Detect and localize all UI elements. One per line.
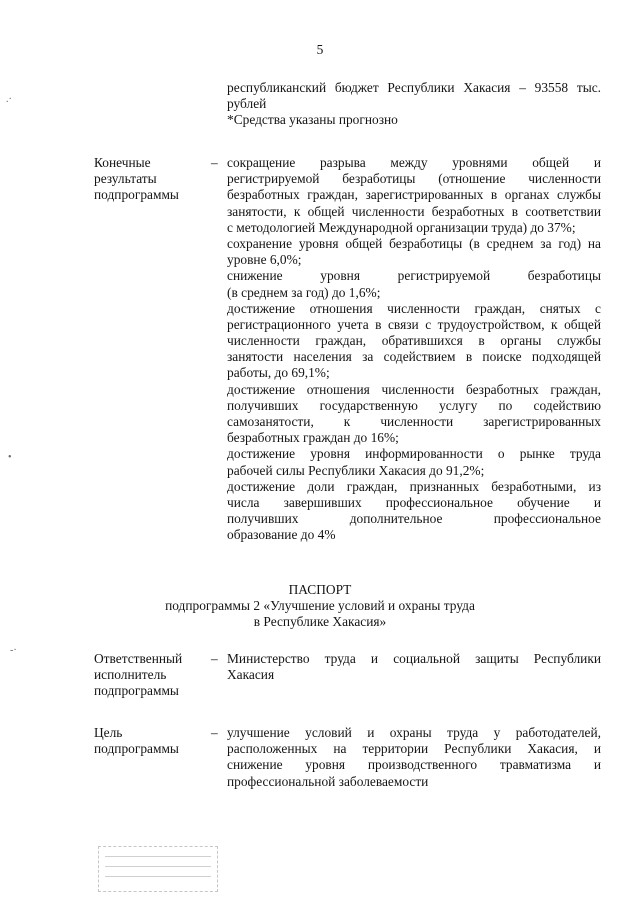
goal-line: профессиональной заболеваемости: [227, 773, 429, 789]
goal-line: снижение уровня производственного травматизма и: [227, 757, 601, 773]
label-line: исполнитель: [94, 667, 167, 683]
results-line: достижение уровня информированности о рынке труда: [227, 446, 601, 462]
budget-line: рублей: [227, 96, 267, 112]
goal-line: улучшение условий и охраны труда у работодателей,: [227, 725, 601, 740]
margin-mark: -·: [10, 645, 17, 656]
page-number: 5: [316, 42, 324, 57]
passport-title: ПАСПОРТ: [288, 582, 352, 597]
budget-block: [227, 80, 601, 129]
results-line: занятости населения за содействием в поиске подходящей: [227, 349, 601, 365]
results-content: [227, 155, 601, 544]
results-line: с методологией Международной организации труда) до 37%;: [227, 219, 576, 235]
results-line: образование до 4%: [227, 527, 336, 543]
label-line: подпрограммы: [94, 683, 179, 699]
results-line: сохранение уровня общей безработицы (в среднем за год) на: [227, 235, 601, 251]
margin-mark: .·: [6, 94, 12, 105]
results-line: рабочей силы Республики Хакасия до 91,2%;: [227, 462, 485, 478]
goal-content: [227, 725, 601, 790]
results-line: получивших государственную услугу по содействию: [227, 397, 601, 413]
results-line: получивших дополнительное профессиональное: [227, 511, 601, 527]
results-line: снижение уровня регистрируемой безработицы: [227, 268, 601, 284]
dash: –: [211, 155, 218, 170]
label-line: подпрограммы: [94, 741, 179, 757]
goal-label: [94, 725, 204, 757]
responsible-line: Министерство труда и социальной защиты Республики: [227, 651, 601, 666]
results-line: самозанятости, к численности зарегистрированных: [227, 414, 601, 429]
results-line: численности граждан, обратившихся в органы службы: [227, 333, 601, 349]
label-line: Ответственный: [94, 651, 183, 666]
responsible-content: [227, 651, 601, 683]
label-line: результаты: [94, 171, 157, 187]
responsible-label: [94, 651, 204, 700]
margin-mark: •: [8, 452, 12, 463]
results-line: достижение отношения численности безработных граждан,: [227, 381, 601, 397]
passport-subtitle: подпрограммы 2 «Улучшение условий и охраны труда: [165, 598, 475, 613]
results-line: (в среднем за год) до 1,6%;: [227, 284, 381, 300]
results-line: сокращение разрыва между уровнями общей и: [227, 155, 601, 170]
results-line: работы, до 69,1%;: [227, 365, 330, 381]
label-line: Конечные: [94, 155, 151, 170]
budget-note: *Средства указаны прогнозно: [227, 112, 398, 128]
goal-line: расположенных на территории Республики Хакасия, и: [227, 741, 601, 757]
budget-line: республиканский бюджет Республики Хакасия – 93558 тыс.: [227, 80, 601, 95]
results-line: достижение отношения численности граждан, снятых с: [227, 300, 601, 316]
results-line: числа завершивших профессиональное обучение и: [227, 494, 601, 510]
results-line: занятости, к общей численности безработных в соответствии: [227, 203, 601, 219]
results-line: достижение доли граждан, признанных безработными, из: [227, 478, 601, 494]
results-line: уровне 6,0%;: [227, 252, 302, 268]
results-line: безработных граждан до 16%;: [227, 430, 399, 446]
label-line: Цель: [94, 725, 123, 740]
dash: –: [211, 651, 218, 666]
passport-subtitle: в Республике Хакасия»: [253, 614, 387, 629]
dash: –: [211, 725, 218, 740]
results-label: [94, 155, 204, 204]
stamp: [98, 846, 218, 892]
responsible-line: Хакасия: [227, 667, 275, 683]
results-line: регистрируемой безработицы (отношение численности: [227, 171, 601, 187]
label-line: подпрограммы: [94, 187, 179, 203]
results-line: регистрационного учета в связи с трудоустройством, к общей: [227, 316, 601, 332]
results-line: безработных граждан, зарегистрированных в органах службы: [227, 187, 601, 203]
